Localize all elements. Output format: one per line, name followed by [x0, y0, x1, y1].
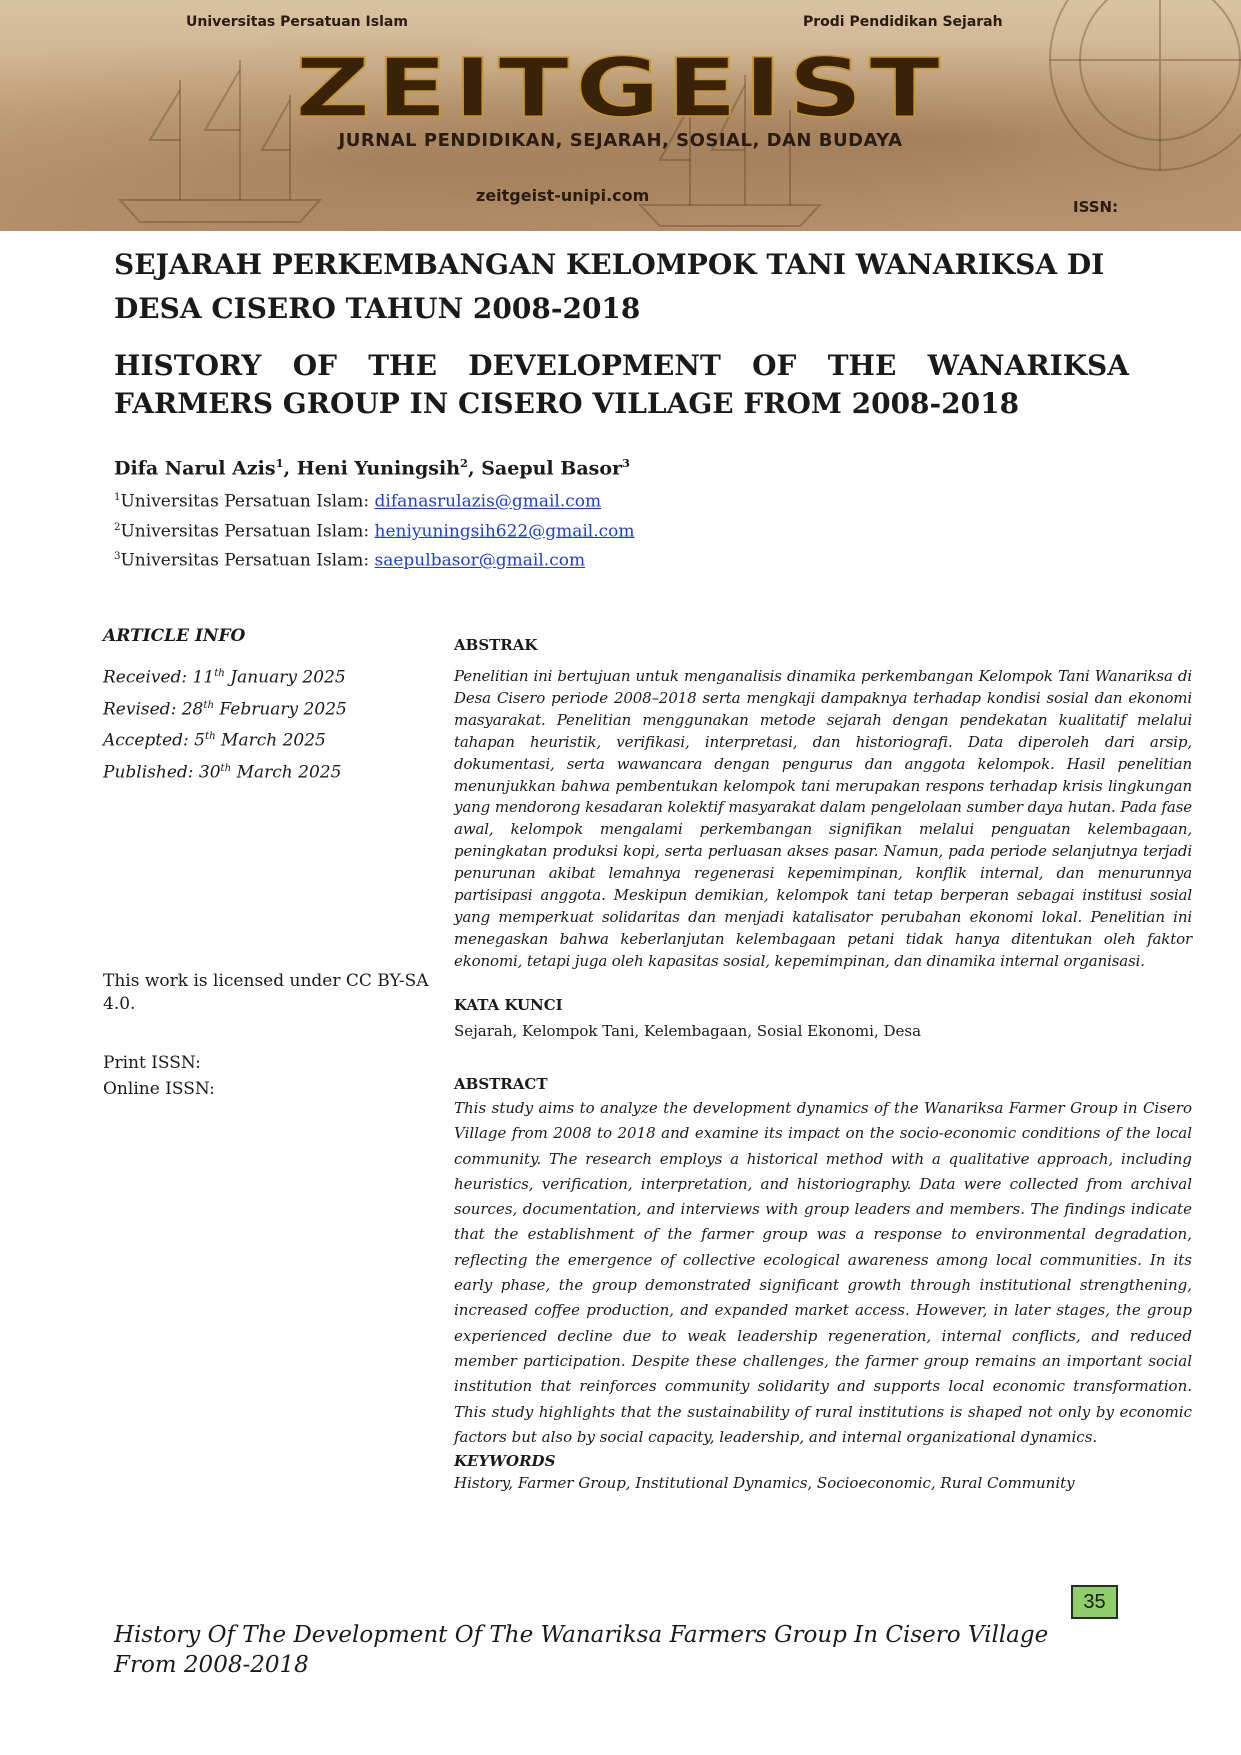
date-label: Received: 11 [103, 667, 215, 688]
date-ordinal: th [204, 731, 216, 743]
affiliation [114, 544, 635, 574]
online-issn: Online ISSN: [103, 1079, 215, 1099]
program-label: Prodi Pendidikan Sejarah [803, 14, 1003, 30]
date-rest: March 2025 [231, 762, 342, 783]
date-rest: February 2025 [214, 699, 347, 720]
affiliation [114, 515, 635, 545]
kata-kunci-heading: KATA KUNCI [454, 996, 563, 1014]
affiliation [114, 485, 635, 515]
affiliation-mark: 1 [114, 492, 121, 503]
author-email-link[interactable]: heniyuningsih622@gmail.com [374, 521, 635, 542]
author-affiliation-mark: 2 [460, 456, 468, 470]
date-label: Accepted: 5 [103, 730, 205, 751]
keywords-text: History, Farmer Group, Institutional Dynamics, Socioeconomic, Rural Community [454, 1474, 1075, 1492]
affiliation-institution: Universitas Persatuan Islam: [120, 491, 375, 512]
author-name: Heni Yuningsih [296, 457, 461, 480]
affiliation-mark: 3 [114, 551, 121, 563]
journal-subtitle: JURNAL PENDIDIKAN, SEJARAH, SOSIAL, DAN BUDAYA [338, 130, 903, 151]
banner-issn: ISSN: [1073, 198, 1119, 216]
author-email-link[interactable]: difanasrulazis@gmail.com [374, 491, 602, 512]
article-date [103, 692, 347, 724]
date-ordinal: th [214, 668, 225, 679]
author-affiliation-mark: 1 [275, 456, 284, 470]
affiliation-institution: Universitas Persatuan Islam: [120, 550, 375, 571]
print-issn: Print ISSN: [103, 1053, 201, 1073]
author-list: Difa Narul Azis$^1$, Heni Yuningsih$^2$, Saepul Basor$^3$ [114, 456, 630, 480]
journal-website[interactable]: zeitgeist-unipi.com [476, 186, 650, 205]
date-ordinal: th [220, 762, 232, 774]
author-affiliation-mark: 3 [622, 456, 630, 470]
journal-logo-title: ZEITGEIST [294, 40, 947, 136]
affiliation-mark: 2 [114, 521, 121, 533]
affiliation-institution: Universitas Persatuan Islam: [120, 521, 375, 542]
license-text: This work is licensed under CC BY-SA 4.0. [103, 971, 429, 1014]
title-indonesian: SEJARAH PERKEMBANGAN KELOMPOK TANI WANARIKSA DI DESA CISERO TAHUN 2008-2018 [114, 248, 1105, 325]
title-english: HISTORY OF THE DEVELOPMENT OF THE WANARIKSA FARMERS GROUP IN CISERO VILLAGE FROM 2008-2018 [114, 349, 1129, 420]
date-rest: March 2025 [215, 730, 326, 751]
date-label: Revised: 28 [103, 699, 204, 720]
article-date [103, 660, 347, 692]
running-footer: History Of The Development Of The Wanariksa Farmers Group In Cisero Village From 2008-2018 [114, 1622, 1049, 1678]
abstrak-text: Penelitian ini bertujuan untuk menganalisis dinamika perkembangan Kelompok Tani Wanariksa di Desa Cisero periode 2008–2018 serta mengkaji dampaknya terhadap kondisi sosial dan ekonomi masyarakat. Penelitian menggunakan metode sejarah dengan pendekatan kualitatif melalui tahapan heuristik, verifikasi, interpretasi, dan historiografi. Data diperoleh dari arsip, dokumentasi, serta wawancara dengan pengurus dan anggota kelompok. Hasil penelitian menunjukkan bahwa pembentukan kelompok tani merupakan respons terhadap krisis lingkungan yang mendorong kesadaran kolektif masyarakat dalam pengelolaan sumber daya hutan. Pada fase awal, kelompok mengalami perkembangan signifikan melalui penguatan kelembagaan, peningkatan produksi kopi, serta perluasan akses pasar. Namun, pada periode selanjutnya terjadi penurunan akibat lemahnya regenerasi kepemimpinan, konflik internal, dan menurunnya partisipasi anggota. Meskipun demikian, kelompok tani tetap berperan sebagai institusi sosial yang memperkuat solidaritas dan menjadi katalisator perubahan ekonomi lokal. Penelitian ini menegaskan bahwa keberlanjutan kelembagaan petani tidak hanya ditentukan oleh faktor ekonomi, tetapi juga oleh kapasitas sosial, kepemimpinan, dan dinamika internal organisasi. [454, 667, 1192, 970]
university-label: Universitas Persatuan Islam [186, 14, 408, 30]
keywords-heading: KEYWORDS [454, 1452, 556, 1470]
author-email-link[interactable]: saepulbasor@gmail.com [374, 550, 586, 571]
author-name: Difa Narul Azis [114, 457, 276, 480]
page-number-badge: 35 [1071, 1585, 1118, 1619]
issn-block [103, 1050, 215, 1102]
abstrak-heading: ABSTRAK [454, 636, 538, 654]
abstract-heading: ABSTRACT [454, 1075, 548, 1093]
article-date [103, 755, 347, 787]
author-name: Saepul Basor [481, 457, 623, 480]
article-info-heading: ARTICLE INFO [103, 626, 246, 646]
kata-kunci-text: Sejarah, Kelompok Tani, Kelembagaan, Sosial Ekonomi, Desa [454, 1022, 922, 1040]
abstract-text: This study aims to analyze the development dynamics of the Wanariksa Farmer Group in Cisero Village from 2008 to 2018 and examine its impact on the socio-economic conditions of the local community. The research employs a historical method with a qualitative approach, including heuristics, verification, interpretation, and historiography. Data were collected from archival sources, documentation, and interviews with group leaders and members. The findings indicate that the establishment of the farmer group was a response to environmental degradation, reflecting the emergence of collective ecological awareness among local communities. In its early phase, the group demonstrated significant growth through institutional strengthening, increased coffee production, and expanded market access. However, in later stages, the group experienced decline due to weak leadership regeneration, internal conflicts, and reduced member participation. Despite these challenges, the farmer group remains an important social institution that reinforces community solidarity and supports local economic transformation. This study highlights that the sustainability of rural institutions is shaped not only by economic factors but also by social capacity, leadership, and internal organizational dynamics. [454, 1099, 1192, 1446]
affiliation-list [114, 485, 635, 574]
date-label: Published: 30 [103, 762, 221, 783]
date-rest: January 2025 [224, 667, 346, 688]
date-ordinal: th [203, 699, 214, 711]
article-dates [103, 660, 347, 787]
article-date [103, 723, 347, 755]
journal-banner [0, 0, 1241, 231]
